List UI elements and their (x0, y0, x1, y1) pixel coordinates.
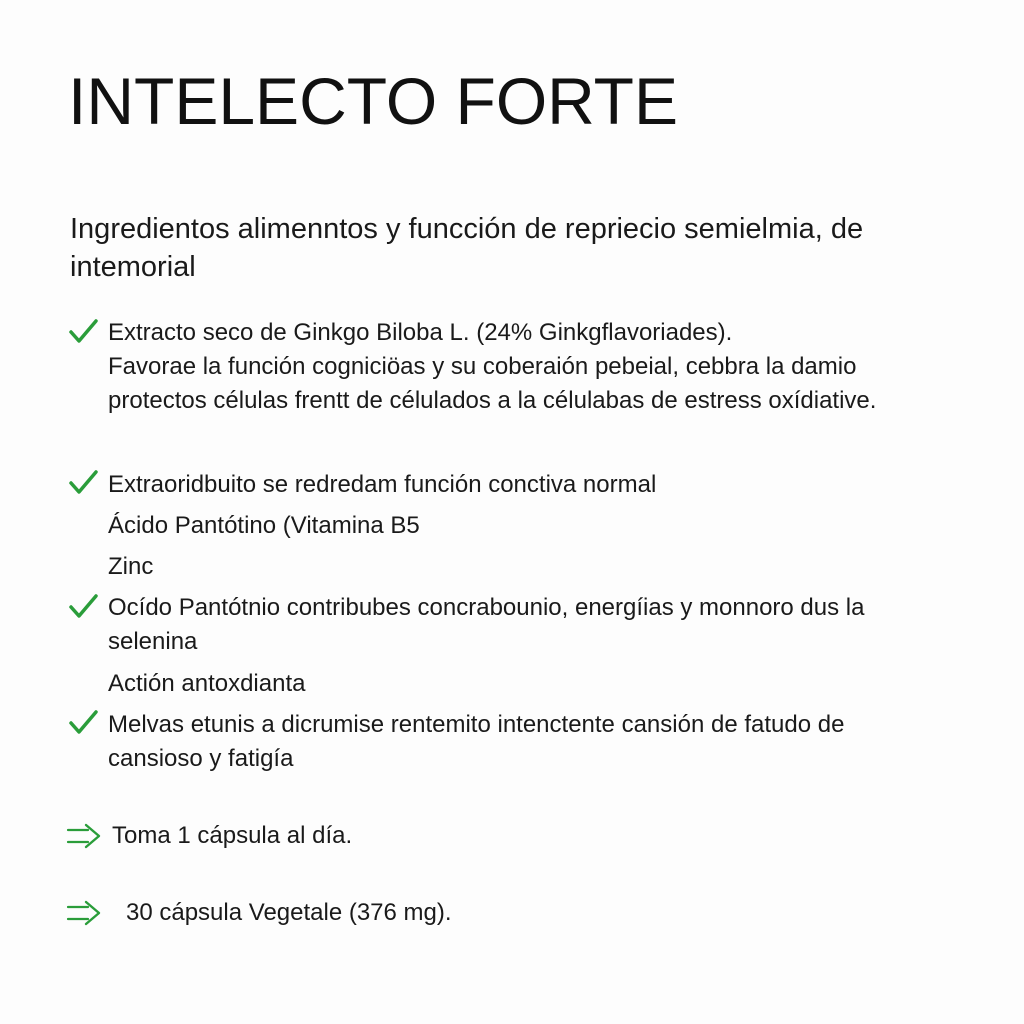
list-item: Zinc (108, 553, 154, 580)
double-arrow-icon (66, 821, 106, 851)
subtitle: Ingredientos alimenntos y funcción de repriecio semielmia, de intemorial (70, 213, 864, 283)
list-item (108, 316, 876, 418)
list-item (108, 591, 864, 659)
item-line: Ocído Pantótnio contribubes concrabounio, energíias y monnoro dus la (108, 594, 865, 621)
list-item (108, 708, 844, 776)
item-line: Extracto seco de Ginkgo Biloba L. (24% Ginkgflavoriades). (108, 319, 733, 346)
list-item: Ácido Pantótino (Vitamina B5 (108, 512, 420, 539)
check-icon (68, 469, 100, 497)
check-icon (68, 593, 100, 621)
item-line: cansioso y fatigía (108, 745, 294, 772)
double-arrow-icon (66, 898, 106, 928)
page-title: INTELECTO FORTE (68, 64, 678, 138)
check-icon (68, 709, 100, 737)
item-line: Favorae la función cogniciöas y su coberaión pebeial, cebbra la damio (108, 353, 857, 380)
item-line: selenina (108, 628, 198, 655)
check-icon (68, 318, 100, 346)
list-item: Actión antoxdianta (108, 670, 306, 697)
dosage-text: Toma 1 cápsula al día. (112, 822, 353, 849)
package-content-text: 30 cápsula Vegetale (376 mg). (126, 899, 452, 926)
list-item: Extraoridbuito se redredam función conctiva normal (108, 471, 657, 498)
item-line: protectos células frentt de célulados a la célulabas de estress oxídiative. (108, 387, 877, 414)
item-line: Melvas etunis a dicrumise rentemito intenctente cansión de fatudo de (108, 711, 845, 738)
